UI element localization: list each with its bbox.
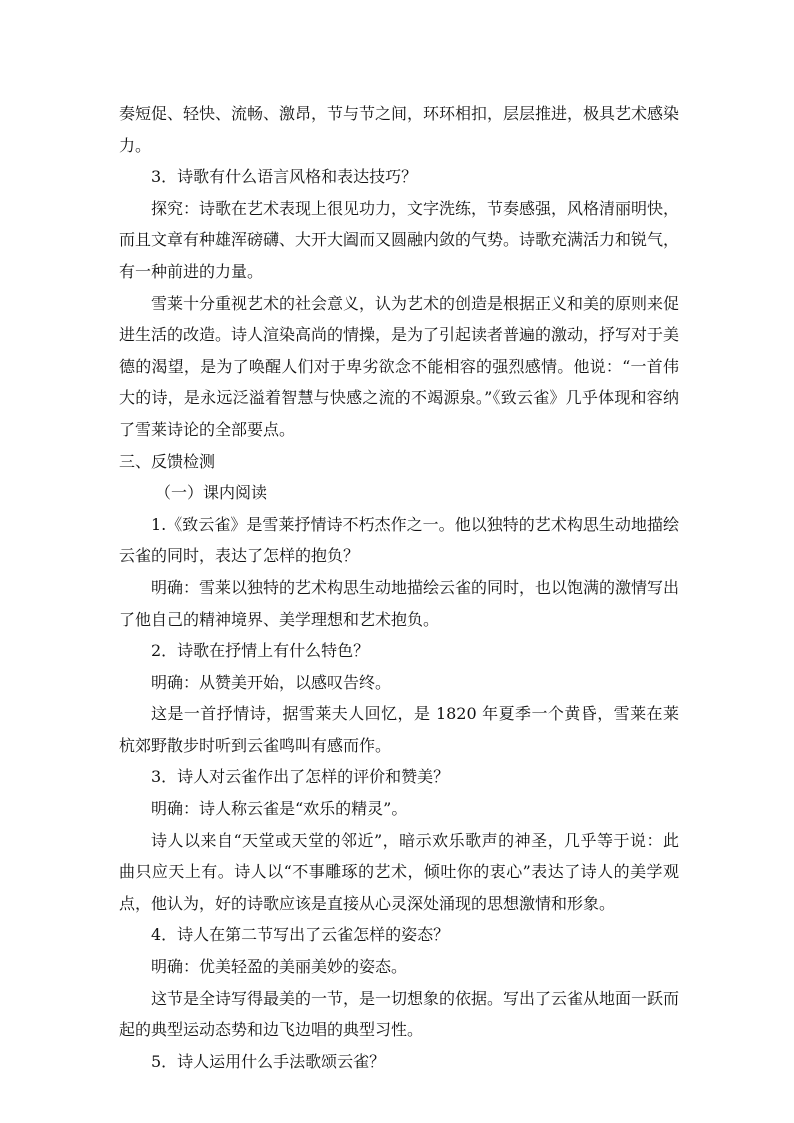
question-5: 5．诗人运用什么手法歌颂云雀？ <box>151 1051 386 1071</box>
answer-4-detail: 这节是全诗写得最美的一节，是一切想象的依据。写出了云雀从地面一跃而起的典型运动态势和边飞边唱的典型习性。 <box>119 988 680 1040</box>
document-body <box>119 98 679 1077</box>
answer-1: 明确：雪莱以独特的艺术构思生动地描绘云雀的同时，也以饱满的激情写出了他自己的精神境界、美学理想和艺术抱负。 <box>119 577 680 629</box>
question-1: 1.《致云雀》是雪莱抒情诗不朽杰作之一。他以独特的艺术构思生动地描绘云雀的同时，表达了怎样的抱负？ <box>119 514 679 566</box>
paragraph-continuation: 奏短促、轻快、流畅、激昂，节与节之间，环环相扣，层层推进，极具艺术感染力。 <box>119 104 680 155</box>
question-3-heading: 3．诗歌有什么语言风格和表达技巧？ <box>151 167 418 187</box>
answer-2-detail: 这是一首抒情诗，据雪莱夫人回忆，是 1820 年夏季一个黄昏，雪莱在莱杭郊野散步时听到云雀鸣叫有感而作。 <box>119 704 679 755</box>
answer-2: 明确：从赞美开始，以感叹告终。 <box>151 672 392 692</box>
question-4: 4．诗人在第二节写出了云雀怎样的姿态？ <box>151 925 450 945</box>
answer-4: 明确：优美轻盈的美丽美妙的姿态。 <box>151 957 408 977</box>
shelley-paragraph: 雪莱十分重视艺术的社会意义，认为艺术的创造是根据正义和美的原则来促进生活的改造。诗人渲染高尚的情操，是为了引起读者普遍的激动，抒写对于美德的渴望，是为了唤醒人们对于卑劣欲念不能相容的强烈感情。他说：“一首伟大的诗，是永远泛溢着智慧与快感之流的不竭源泉。”《致云雀》几乎体现和容纳了雪莱诗论的全部要点。 <box>119 293 680 439</box>
subsection-heading-in-class-reading: （一）课内阅读 <box>155 483 268 503</box>
question-2: 2．诗歌在抒情上有什么特色？ <box>151 641 370 661</box>
exploration-paragraph: 探究：诗歌在艺术表现上很见功力，文字洗练，节奏感强，风格清丽明快，而且文章有种雄浑磅礴、大开大阖而又圆融内敛的气势。诗歌充满活力和锐气，有一种前进的力量。 <box>119 198 680 281</box>
question-3: 3．诗人对云雀作出了怎样的评价和赞美？ <box>151 767 450 787</box>
answer-3-detail: 诗人以来自“天堂或天堂的邻近”，暗示欢乐歌声的神圣，几乎等于说：此曲只应天上有。诗人以“不事雕琢的艺术，倾吐你的衷心”表达了诗人的美学观点，他认为，好的诗歌应该是直接从心灵深处涌现的思想激情和形象。 <box>119 830 679 913</box>
section-heading-feedback: 三、反馈检测 <box>119 451 216 471</box>
answer-3: 明确：诗人称云雀是“欢乐的精灵”。 <box>151 799 408 819</box>
